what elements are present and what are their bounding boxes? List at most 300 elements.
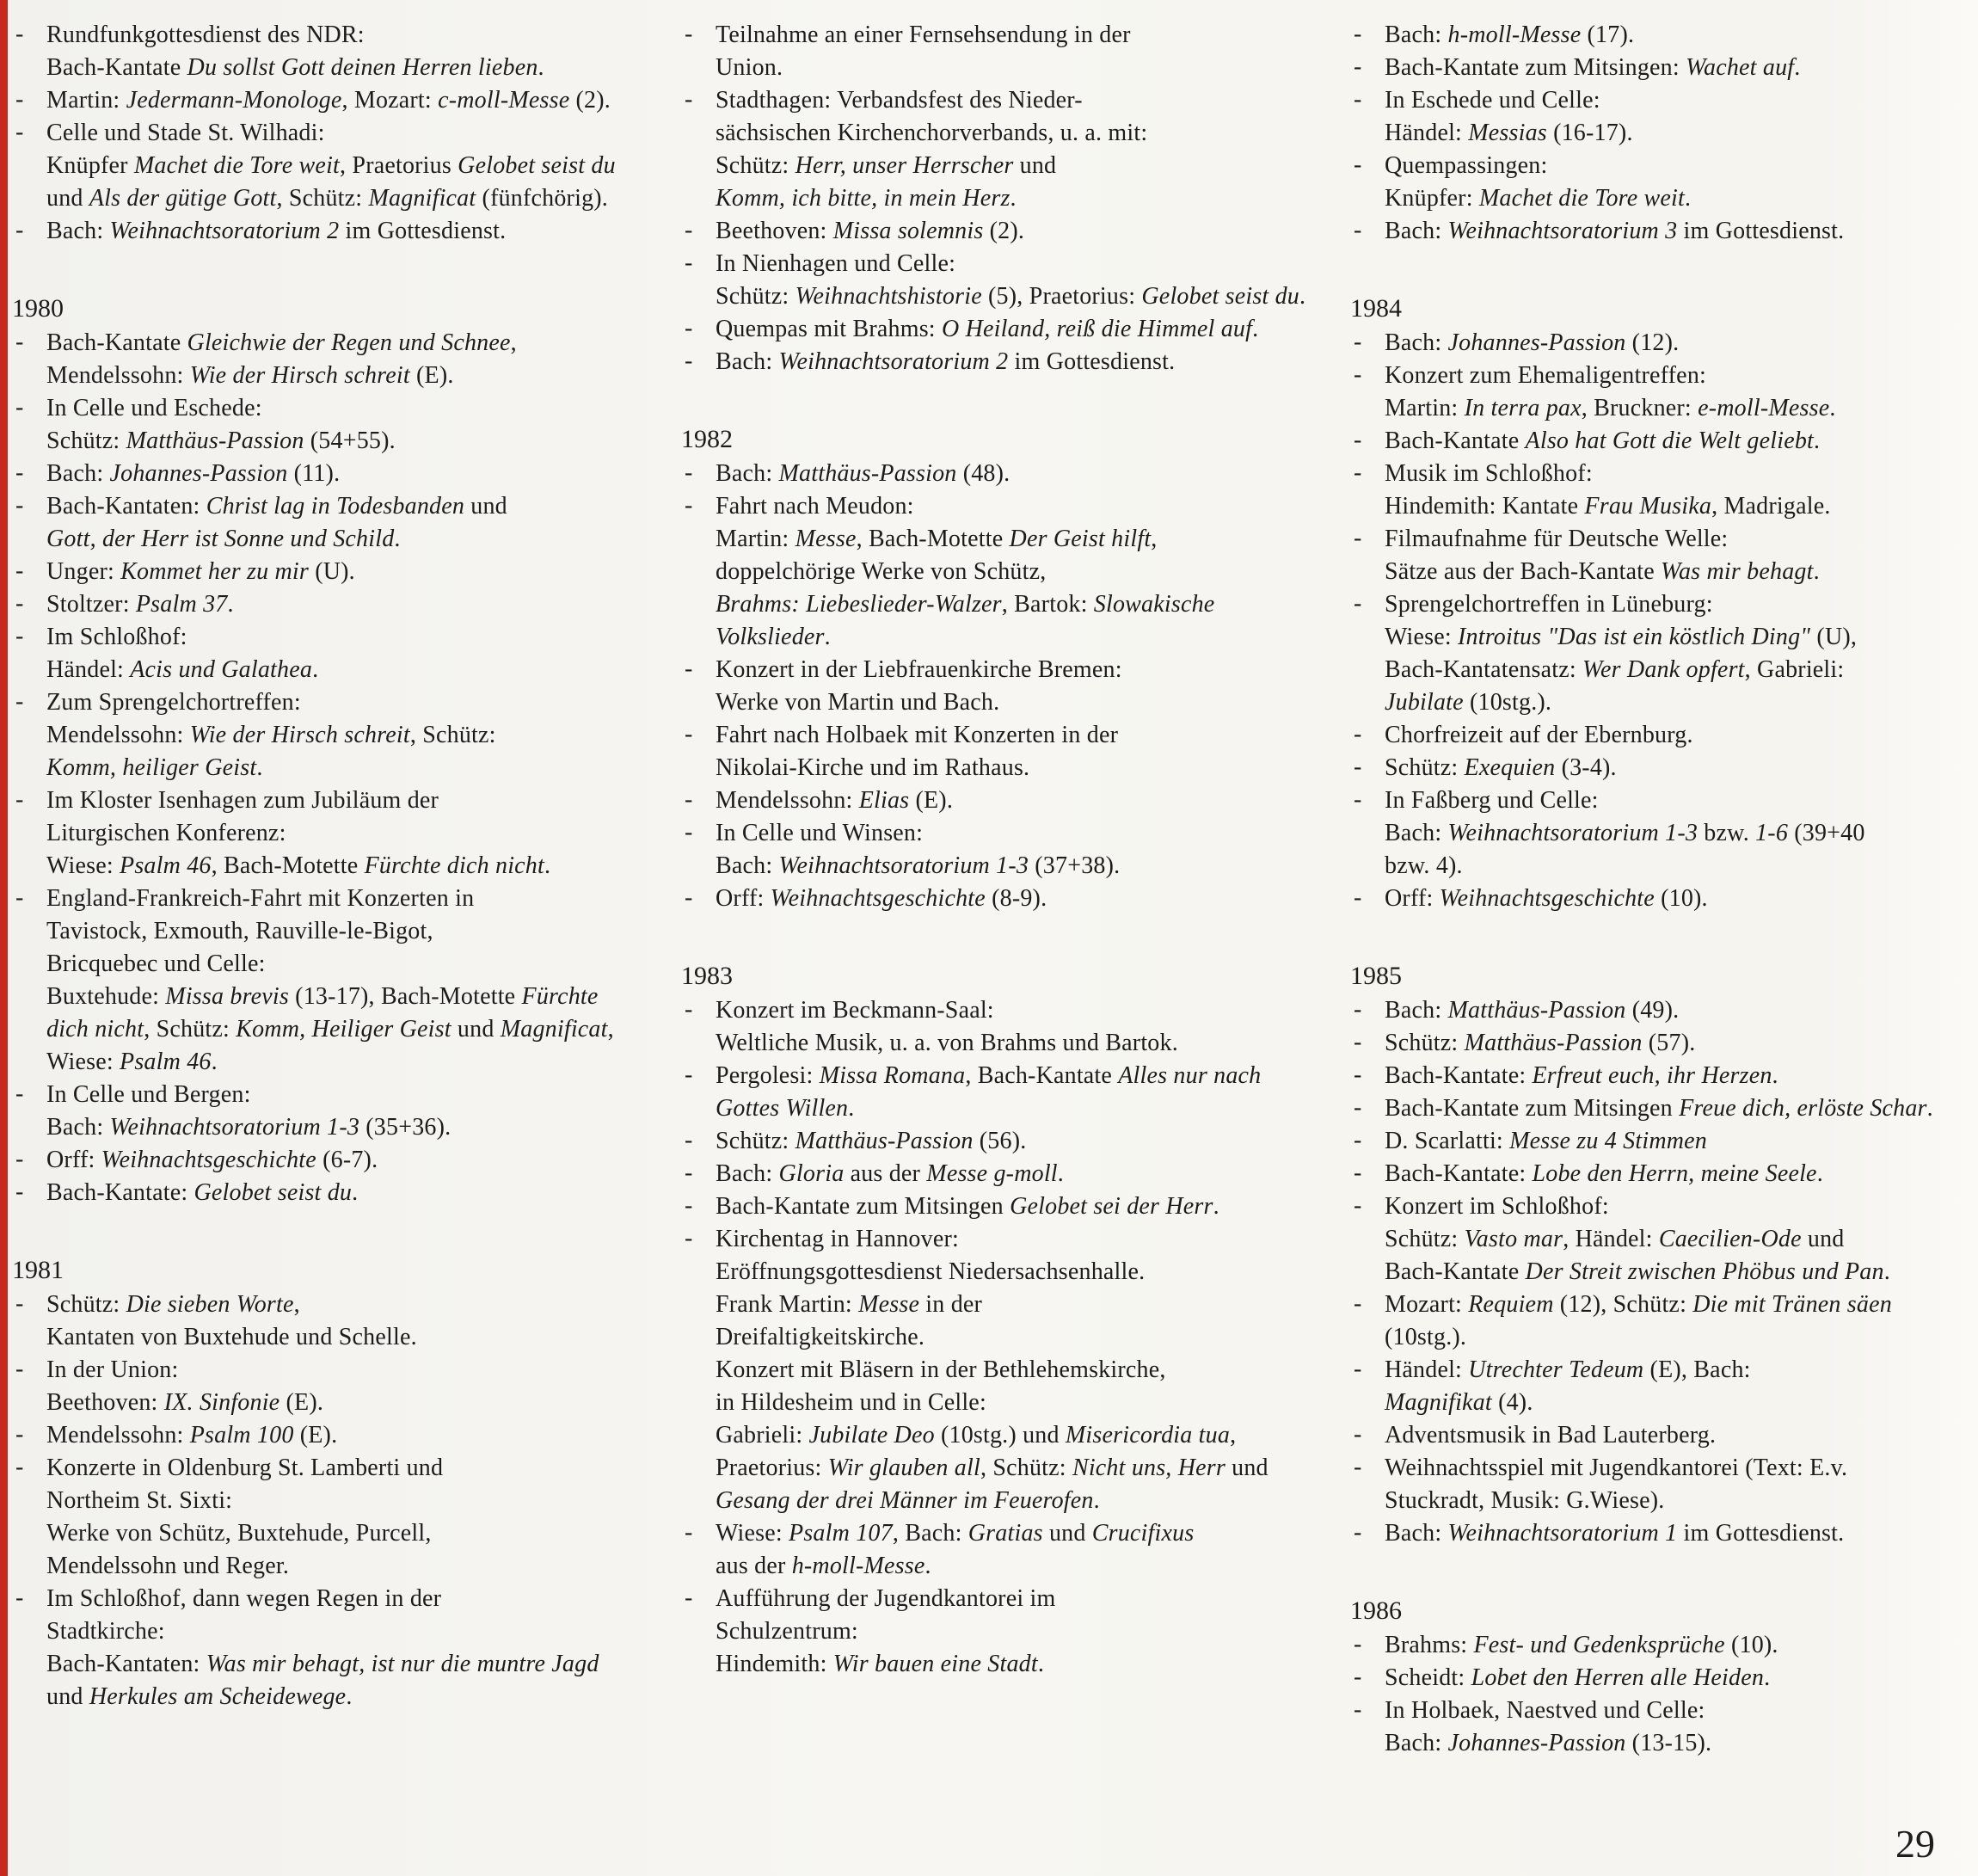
text-segment: Matthäus-Passion: [1447, 997, 1626, 1024]
column-left: [12, 19, 640, 1713]
text-segment: im Gottesdienst.: [1008, 348, 1176, 375]
item-dash: -: [685, 1159, 693, 1186]
list-item: [681, 215, 1309, 248]
item-dash: -: [685, 1061, 693, 1088]
list-item: [681, 490, 1309, 654]
item-text: [716, 1193, 1219, 1220]
text-segment: Bach-Kantate zum Mitsingen: [716, 1193, 1010, 1220]
text-segment: Wer Dank opfert: [1582, 656, 1745, 683]
text-segment: Konzert zum Ehemaligentreffen:: [1385, 362, 1706, 389]
text-segment: Gesang der drei Männer im Feuerofen: [716, 1487, 1094, 1514]
list-item: [1350, 588, 1978, 719]
text-segment: Bach:: [1385, 22, 1448, 48]
list-item: [1350, 52, 1978, 84]
item-text: [716, 218, 1024, 244]
text-segment: (48).: [956, 460, 1010, 487]
item-dash: -: [685, 249, 693, 276]
text-segment: Rundfunkgottesdienst des NDR:: [46, 22, 365, 48]
text-segment: .: [1794, 54, 1801, 81]
item-text: [716, 722, 1118, 781]
text-segment: Stadthagen: Verbandsfest des Nieder-: [716, 87, 1083, 114]
text-segment: und: [1042, 1520, 1092, 1547]
text-segment: Magnificat: [500, 1016, 608, 1043]
item-dash: -: [685, 655, 693, 682]
list-item: [1350, 1517, 1978, 1550]
item-dash: -: [1354, 753, 1362, 780]
list-item: [12, 1583, 640, 1713]
text-segment: .: [1093, 1487, 1100, 1514]
item-text: [1385, 1697, 1711, 1756]
text-segment: Psalm 37: [135, 591, 228, 618]
item-dash: -: [15, 1290, 24, 1317]
text-segment: Weihnachtsspiel mit Jugendkantorei (Text: E.v.: [1385, 1455, 1848, 1481]
item-text: [46, 493, 507, 552]
text-segment: (57).: [1642, 1030, 1696, 1056]
text-segment: Also hat Gott die Welt geliebt: [1525, 427, 1815, 454]
list-item: [1350, 150, 1978, 215]
text-segment: Schütz:: [1385, 1226, 1465, 1252]
page-number: 29: [1895, 1822, 1935, 1866]
text-segment: Exequien: [1464, 754, 1556, 781]
list-item: [12, 1079, 640, 1144]
text-segment: Bach:: [46, 460, 110, 487]
text-segment: Werke von Martin und Bach.: [716, 689, 1000, 716]
column-middle: [681, 19, 1309, 1681]
text-segment: (10stg.).: [1463, 689, 1552, 716]
item-dash: -: [15, 459, 24, 486]
item-text: [46, 395, 396, 454]
item-dash: -: [1354, 1664, 1362, 1690]
item-text: [1385, 1128, 1707, 1154]
item-dash: -: [1354, 1192, 1362, 1219]
text-segment: Hindemith: Kantate: [1385, 493, 1585, 520]
list-item: [681, 1223, 1309, 1517]
item-dash: -: [685, 21, 693, 47]
text-segment: Schütz:: [46, 1291, 126, 1318]
list-item: [1350, 1662, 1978, 1695]
text-segment: Bach:: [1385, 218, 1448, 244]
item-text: [716, 460, 1010, 487]
text-segment: Psalm 107: [789, 1520, 893, 1547]
item-text: [46, 1179, 358, 1206]
text-segment: (E).: [909, 787, 954, 814]
text-segment: Messe zu 4 Stimmen: [1509, 1128, 1708, 1154]
item-dash: -: [1354, 786, 1362, 813]
text-segment: Elias: [858, 787, 910, 814]
item-text: [1385, 754, 1617, 781]
text-segment: Bach-Kantaten:: [46, 1651, 206, 1677]
text-segment: Messias: [1468, 120, 1547, 146]
text-segment: (12), Schütz:: [1553, 1291, 1693, 1318]
item-dash: -: [1354, 86, 1362, 113]
text-segment: Missa brevis: [165, 983, 289, 1010]
item-dash: -: [15, 1080, 24, 1107]
text-segment: Schütz:: [716, 152, 796, 179]
text-segment: Zum Sprengelchortreffen:: [46, 689, 301, 716]
item-text: [46, 558, 355, 585]
text-segment: und: [1013, 152, 1057, 179]
text-segment: Eröffnungsgottesdienst Niedersachsenhalle.: [716, 1258, 1146, 1285]
text-segment: 1-6: [1755, 820, 1789, 846]
text-segment: In Celle und Winsen:: [716, 820, 924, 846]
text-segment: Orff:: [1385, 885, 1440, 912]
item-text: [1385, 1632, 1778, 1658]
text-segment: , Bach-Motette: [211, 852, 365, 879]
text-segment: Adventsmusik in Bad Lauterberg.: [1385, 1422, 1717, 1449]
text-segment: im Gottesdienst.: [1677, 1520, 1845, 1547]
item-text: [46, 787, 550, 879]
text-segment: Introitus "Das ist ein köstlich Ding": [1458, 624, 1811, 650]
text-segment: (13-17), Bach-Motette: [288, 983, 522, 1010]
text-segment: (2).: [569, 87, 611, 114]
text-segment: , Mozart:: [341, 87, 439, 114]
text-segment: .: [544, 852, 551, 879]
text-segment: Frau Musika: [1584, 493, 1712, 520]
text-segment: Als der gütige Gott: [89, 185, 277, 212]
list-item: [1350, 784, 1978, 883]
text-segment: (54+55).: [304, 427, 396, 454]
text-segment: Weihnachtsgeschichte: [770, 885, 986, 912]
text-segment: h-moll-Messe: [791, 1553, 925, 1579]
item-dash: -: [15, 86, 24, 113]
text-segment: Buxtehude:: [46, 983, 166, 1010]
text-segment: Stadtkirche:: [46, 1618, 165, 1645]
item-text: [46, 329, 517, 389]
text-segment: c-moll-Messe: [438, 87, 570, 114]
item-dash: -: [1354, 53, 1362, 80]
list-item: [12, 19, 640, 84]
text-segment: Martin:: [716, 526, 796, 552]
list-item: [1350, 1190, 1978, 1289]
text-segment: Mozart:: [1385, 1291, 1469, 1318]
text-segment: Bach-Kantate: [46, 329, 187, 356]
item-dash: -: [1354, 1696, 1362, 1723]
list-item: [681, 313, 1309, 346]
text-segment: Fahrt nach Holbaek mit Konzerten in der: [716, 722, 1119, 748]
text-segment: Konzerte in Oldenburg St. Lamberti und: [46, 1455, 444, 1481]
text-segment: Beethoven:: [46, 1389, 164, 1416]
text-segment: Missa solemnis: [832, 218, 984, 244]
item-text: [1385, 87, 1633, 146]
text-segment: Magnifikat: [1385, 1389, 1492, 1416]
item-dash: -: [15, 394, 24, 421]
text-segment: Weihnachtsoratorium 2: [109, 218, 340, 244]
item-dash: -: [685, 1127, 693, 1153]
text-segment: Chorfreizeit auf der Ebernburg.: [1385, 722, 1693, 748]
list-item: [681, 84, 1309, 215]
text-segment: Beethoven:: [716, 218, 833, 244]
item-text: [1385, 1193, 1890, 1285]
item-dash: -: [1354, 1094, 1362, 1121]
text-segment: Alles nur nach Gottes Willen: [716, 1062, 1262, 1122]
item-dash: -: [685, 492, 693, 519]
item-text: [1385, 1095, 1933, 1122]
text-segment: Messe g-moll: [926, 1160, 1058, 1187]
item-text: [1385, 526, 1820, 585]
list-item: [12, 621, 640, 686]
text-segment: Die mit Tränen säen: [1692, 1291, 1892, 1318]
text-segment: doppelchörige Werke von Schütz,: [716, 558, 1047, 585]
list-item: [12, 556, 640, 588]
item-dash: -: [15, 492, 24, 519]
text-segment: und: [1225, 1455, 1268, 1481]
text-segment: in der: [919, 1291, 983, 1318]
text-segment: , Praetorius: [340, 152, 458, 179]
list-item: [1350, 719, 1978, 752]
text-segment: , Bach-Motette: [856, 526, 1010, 552]
text-segment: (8-9).: [985, 885, 1047, 912]
item-dash: -: [15, 119, 24, 145]
text-segment: , Bach-Kantate: [965, 1062, 1119, 1089]
text-segment: Knüpfer:: [1385, 185, 1479, 212]
text-segment: Matthäus-Passion: [778, 460, 957, 487]
text-segment: (4).: [1491, 1389, 1533, 1416]
text-segment: Unger:: [46, 558, 121, 585]
text-segment: und: [1801, 1226, 1845, 1252]
item-text: [46, 885, 614, 1075]
list-item: [681, 784, 1309, 817]
text-segment: Bach-Kantatensatz:: [1385, 656, 1583, 683]
text-segment: (10).: [1724, 1632, 1778, 1658]
text-segment: Bach:: [716, 460, 779, 487]
item-text: [716, 820, 1120, 879]
item-text: [46, 1422, 337, 1449]
text-segment: (E).: [293, 1422, 338, 1449]
text-segment: Christ lag in Todesbanden: [206, 493, 465, 520]
text-segment: Fürchte dich nicht: [46, 983, 599, 1043]
text-segment: ,: [293, 1291, 300, 1318]
text-segment: Bach:: [1385, 1730, 1448, 1756]
text-segment: , Wiese:: [46, 1016, 614, 1075]
text-segment: Mendelssohn:: [46, 1422, 190, 1449]
item-text: [716, 656, 1122, 716]
text-segment: Schütz:: [1385, 754, 1465, 781]
text-segment: Händel:: [46, 656, 131, 683]
text-segment: .: [1883, 1258, 1890, 1285]
text-segment: Konzert im Beckmann-Saal:: [716, 997, 994, 1024]
text-segment: e-moll-Messe: [1698, 395, 1830, 421]
text-segment: Bach-Kantate: [1385, 427, 1526, 454]
text-segment: Dreifaltigkeitskirche.: [716, 1324, 925, 1350]
item-dash: -: [15, 1356, 24, 1382]
text-segment: Nikolai-Kirche und im Rathaus.: [716, 754, 1030, 781]
text-segment: , Bruckner:: [1581, 395, 1698, 421]
list-item: [681, 1517, 1309, 1583]
text-segment: Bach-Kantate: [46, 54, 187, 81]
item-text: [1385, 1030, 1695, 1056]
text-segment: Wir glauben all: [827, 1455, 980, 1481]
item-dash: -: [1354, 1421, 1362, 1448]
list-item: [12, 215, 640, 248]
year-heading: 1984: [1350, 294, 1402, 323]
text-segment: , Schütz:: [980, 1455, 1072, 1481]
item-text: [716, 1585, 1055, 1677]
item-dash: -: [1354, 1519, 1362, 1546]
list-item: [681, 994, 1309, 1060]
text-segment: Bach:: [1385, 329, 1448, 356]
text-segment: , Madrigale.: [1711, 493, 1831, 520]
item-text: [716, 348, 1175, 375]
text-segment: Psalm 100: [189, 1422, 294, 1449]
list-item: [1350, 19, 1978, 52]
item-text: [716, 1226, 1268, 1514]
text-segment: Machet die Tore weit: [1478, 185, 1686, 212]
text-segment: Wiese:: [46, 852, 120, 879]
item-dash: -: [1354, 1127, 1362, 1153]
text-segment: Im Kloster Isenhagen zum Jubiläum der: [46, 787, 439, 814]
text-segment: , Mendelssohn:: [46, 329, 517, 389]
text-segment: Konzert im Schloßhof:: [1385, 1193, 1609, 1220]
item-text: [1385, 1520, 1844, 1547]
year-heading: 1980: [12, 294, 64, 323]
item-text: [46, 689, 496, 781]
text-segment: D. Scarlatti:: [1385, 1128, 1510, 1154]
text-segment: Wachet auf: [1686, 54, 1795, 81]
text-segment: .: [1772, 1062, 1778, 1089]
text-segment: aus der: [716, 1553, 792, 1579]
text-segment: Komm, ich bitte, in mein Herz: [716, 185, 1010, 212]
item-dash: -: [685, 786, 693, 813]
list-item: [12, 84, 640, 117]
text-segment: Lobe den Herrn, meine Seele: [1532, 1160, 1817, 1187]
list-item: [681, 458, 1309, 490]
text-segment: (10stg.).: [1385, 1324, 1467, 1350]
text-segment: Jubilate: [1385, 689, 1464, 716]
list-item: [1350, 752, 1978, 784]
text-segment: (16-17).: [1546, 120, 1633, 146]
item-dash: -: [15, 1421, 24, 1448]
list-item: [12, 1419, 640, 1452]
text-segment: Bach:: [1385, 1520, 1448, 1547]
list-item: [681, 1125, 1309, 1158]
text-segment: , Bartok:: [1001, 591, 1094, 618]
text-segment: Quempassingen:: [1385, 152, 1548, 179]
list-item: [1350, 1354, 1978, 1419]
text-segment: Messe: [858, 1291, 920, 1318]
text-segment: Lobet den Herren alle Heiden: [1471, 1664, 1765, 1691]
text-segment: Händel:: [1385, 120, 1469, 146]
list-item: [1350, 425, 1978, 458]
text-segment: und: [464, 493, 507, 520]
text-segment: Gleichwie der Regen und Schnee: [187, 329, 511, 356]
item-dash: -: [685, 1192, 693, 1219]
list-item: [1350, 1060, 1978, 1092]
text-segment: Martin:: [1385, 395, 1465, 421]
text-segment: In Nienhagen und Celle:: [716, 250, 956, 277]
item-dash: -: [1354, 525, 1362, 551]
item-dash: -: [1354, 590, 1362, 617]
item-dash: -: [15, 1454, 24, 1480]
text-segment: Fürchte dich nicht: [364, 852, 544, 879]
text-segment: im Gottesdienst.: [1677, 218, 1845, 244]
text-segment: .: [1213, 1193, 1219, 1220]
text-segment: Quempas mit Brahms:: [716, 316, 942, 342]
text-segment: Erfreut euch, ihr Herzen: [1532, 1062, 1772, 1089]
item-dash: -: [15, 1584, 24, 1611]
text-segment: Utrechter Tedeum: [1468, 1356, 1644, 1383]
item-text: [46, 1585, 599, 1710]
text-segment: Im Schloßhof, dann wegen Regen in der: [46, 1585, 442, 1612]
text-segment: Sätze aus der Bach-Kantate: [1385, 558, 1662, 585]
text-segment: .: [1299, 283, 1306, 310]
item-text: [1385, 54, 1800, 81]
text-segment: Liturgischen Konferenz:: [46, 820, 286, 846]
text-segment: Wir bauen eine Stadt: [832, 1651, 1038, 1677]
text-segment: Weihnachtshistorie: [795, 283, 982, 310]
text-segment: Weihnachtsoratorium 2: [778, 348, 1009, 375]
list-item: [12, 1289, 640, 1354]
item-text: [46, 1147, 378, 1173]
item-text: [1385, 591, 1857, 716]
item-dash: -: [1354, 996, 1362, 1023]
text-segment: Bach-Kantate:: [46, 1179, 194, 1206]
text-segment: Weihnachtsoratorium 3: [1447, 218, 1678, 244]
list-item: [1350, 883, 1978, 915]
text-segment: Jubilate Deo: [808, 1422, 935, 1449]
text-segment: (E).: [280, 1389, 324, 1416]
item-text: [46, 460, 340, 487]
item-dash: -: [685, 315, 693, 341]
text-segment: (35+36).: [359, 1114, 452, 1141]
item-text: [1385, 885, 1708, 912]
text-segment: Bach:: [716, 1160, 779, 1187]
text-segment: Schütz:: [1385, 1030, 1465, 1056]
text-segment: Fahrt nach Meudon:: [716, 493, 914, 520]
text-segment: (U),: [1810, 624, 1858, 650]
text-segment: Herkules am Scheidewege: [89, 1683, 347, 1710]
text-segment: Johannes-Passion: [1447, 1730, 1626, 1756]
text-segment: Wiese:: [1385, 624, 1459, 650]
text-segment: Magnificat: [368, 185, 476, 212]
item-dash: -: [15, 557, 24, 584]
text-segment: Im Schloßhof:: [46, 624, 187, 650]
item-text: [716, 87, 1147, 212]
item-dash: -: [685, 884, 693, 911]
item-text: [1385, 787, 1865, 879]
list-item: [681, 1583, 1309, 1681]
text-segment: Musik im Schloßhof:: [1385, 460, 1593, 487]
text-segment: Acis und Galathea: [130, 656, 313, 683]
text-segment: .: [211, 1049, 218, 1075]
text-segment: Brahms:: [1385, 1632, 1474, 1658]
text-segment: Kantaten von Buxtehude und Schelle.: [46, 1324, 417, 1350]
text-segment: h-moll-Messe: [1447, 22, 1582, 48]
item-text: [716, 493, 1214, 650]
text-segment: (10).: [1654, 885, 1708, 912]
text-segment: Wie der Hirsch schreit: [189, 722, 410, 748]
text-segment: und: [46, 185, 89, 212]
text-segment: Weihnachtsoratorium 1-3: [778, 852, 1029, 879]
text-segment: .: [312, 656, 319, 683]
item-text: [46, 624, 318, 683]
scan-edge-artifact: [0, 0, 8, 1876]
text-segment: Scheidt:: [1385, 1664, 1471, 1691]
list-item: [681, 1060, 1309, 1125]
text-segment: Schütz:: [716, 283, 796, 310]
list-item: [1350, 1629, 1978, 1662]
list-item: [1350, 1092, 1978, 1125]
text-segment: Johannes-Passion: [1447, 329, 1626, 356]
item-text: [46, 22, 544, 81]
list-item: [1350, 84, 1978, 150]
item-dash: -: [15, 1146, 24, 1172]
item-text: [1385, 460, 1831, 520]
text-segment: Sprengelchortreffen in Lüneburg:: [1385, 591, 1713, 618]
text-segment: In Holbaek, Naestved und Celle:: [1385, 1697, 1705, 1724]
text-segment: Wiese:: [716, 1520, 789, 1547]
item-text: [1385, 1455, 1847, 1514]
text-segment: Du sollst Gott deinen Herren lieben: [187, 54, 538, 81]
